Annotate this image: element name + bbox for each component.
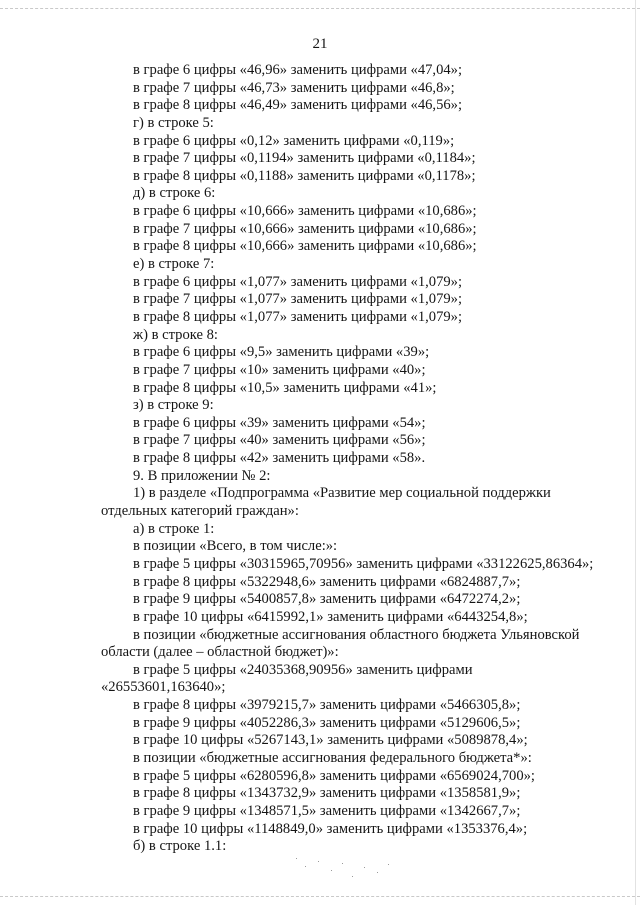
scan-speck xyxy=(342,863,343,864)
text-line: в графе 8 цифры «10,5» заменить цифрами «41»; xyxy=(133,379,437,396)
text-line: в графе 8 цифры «46,49» заменить цифрами «46,56»; xyxy=(133,97,463,114)
text-line: «26553601,163640»; xyxy=(101,679,226,696)
scan-speck xyxy=(331,870,332,871)
text-line: в графе 5 цифры «24035368,90956» заменить цифрами xyxy=(133,661,473,678)
scan-speck xyxy=(377,872,378,873)
text-line: в графе 7 цифры «0,1194» заменить цифрами «0,1184»; xyxy=(133,150,476,167)
text-line: в графе 5 цифры «6280596,8» заменить цифрами «6569024,700»; xyxy=(133,767,535,784)
scan-speck xyxy=(364,867,365,868)
text-line: в графе 7 цифры «10» заменить цифрами «40»; xyxy=(133,361,426,378)
text-line: в позиции «бюджетные ассигнования областного бюджета Ульяновской xyxy=(133,626,580,643)
text-line: в графе 6 цифры «1,077» заменить цифрами «1,079»; xyxy=(133,273,463,290)
text-line: а) в строке 1: xyxy=(133,520,215,537)
text-line: б) в строке 1.1: xyxy=(133,838,227,855)
text-line: отдельных категорий граждан»: xyxy=(101,503,299,520)
text-line: в графе 8 цифры «5322948,6» заменить цифрами «6824887,7»; xyxy=(133,573,521,590)
scan-speck xyxy=(388,864,389,865)
scan-speck xyxy=(305,866,306,867)
text-line: в графе 6 цифры «46,96» заменить цифрами «47,04»; xyxy=(133,62,463,78)
text-line: 1) в разделе «Подпрограмма «Развитие мер социальной поддержки xyxy=(133,485,551,502)
text-line: ж) в строке 8: xyxy=(133,326,218,343)
text-line: в графе 9 цифры «4052286,3» заменить цифрами «5129606,5»; xyxy=(133,714,521,731)
text-line: 9. В приложении № 2: xyxy=(133,467,271,484)
text-line: в позиции «бюджетные ассигнования федерального бюджета*»: xyxy=(133,749,532,766)
text-line: в графе 7 цифры «1,077» заменить цифрами «1,079»; xyxy=(133,291,463,308)
scan-edge-top xyxy=(0,8,640,9)
text-line: в графе 7 цифры «40» заменить цифрами «56»; xyxy=(133,432,426,449)
text-line: в графе 8 цифры «3979215,7» заменить цифрами «5466305,8»; xyxy=(133,697,521,714)
text-line: в графе 8 цифры «42» заменить цифрами «58». xyxy=(133,450,426,467)
scan-edge-bottom xyxy=(0,896,640,897)
text-line: в графе 8 цифры «1343732,9» заменить цифрами «1358581,9»; xyxy=(133,785,521,802)
text-line: в графе 9 цифры «1348571,5» заменить цифрами «1342667,7»; xyxy=(133,802,521,819)
scan-edge-right xyxy=(635,0,636,905)
scan-speck xyxy=(296,858,297,859)
text-line: д) в строке 6: xyxy=(133,185,216,202)
text-line: области (далее – областной бюджет)»: xyxy=(101,644,339,661)
text-line: в графе 8 цифры «0,1188» заменить цифрами «0,1178»; xyxy=(133,167,476,184)
text-line: в графе 5 цифры «30315965,70956» заменить цифрами «33122625,86364»; xyxy=(133,555,594,572)
text-line: г) в строке 5: xyxy=(133,114,214,131)
text-line: в графе 8 цифры «1,077» заменить цифрами «1,079»; xyxy=(133,308,463,325)
text-line: в графе 8 цифры «10,666» заменить цифрами «10,686»; xyxy=(133,238,477,255)
scan-speck xyxy=(352,876,353,877)
text-line: в графе 10 цифры «1148849,0» заменить цифрами «1353376,4»; xyxy=(133,820,528,837)
text-line: в графе 6 цифры «10,666» заменить цифрами «10,686»; xyxy=(133,203,477,220)
text-line: в графе 9 цифры «5400857,8» заменить цифрами «6472274,2»; xyxy=(133,591,521,608)
text-line: е) в строке 7: xyxy=(133,256,215,273)
scan-speck xyxy=(318,861,319,862)
text-line: в графе 7 цифры «10,666» заменить цифрами «10,686»; xyxy=(133,220,477,237)
text-line: в графе 6 цифры «0,12» заменить цифрами «0,119»; xyxy=(133,132,455,149)
text-line: в графе 10 цифры «6415992,1» заменить цифрами «6443254,8»; xyxy=(133,608,528,625)
text-line: в графе 10 цифры «5267143,1» заменить цифрами «5089878,4»; xyxy=(133,732,528,749)
text-line: в позиции «Всего, в том числе:»: xyxy=(133,538,338,555)
document-body xyxy=(101,62,607,856)
text-line: в графе 6 цифры «39» заменить цифрами «54»; xyxy=(133,414,426,431)
page-number: 21 xyxy=(312,36,328,52)
text-line: з) в строке 9: xyxy=(133,397,214,414)
text-line: в графе 7 цифры «46,73» заменить цифрами «46,8»; xyxy=(133,79,455,96)
text-line: в графе 6 цифры «9,5» заменить цифрами «39»; xyxy=(133,344,430,361)
